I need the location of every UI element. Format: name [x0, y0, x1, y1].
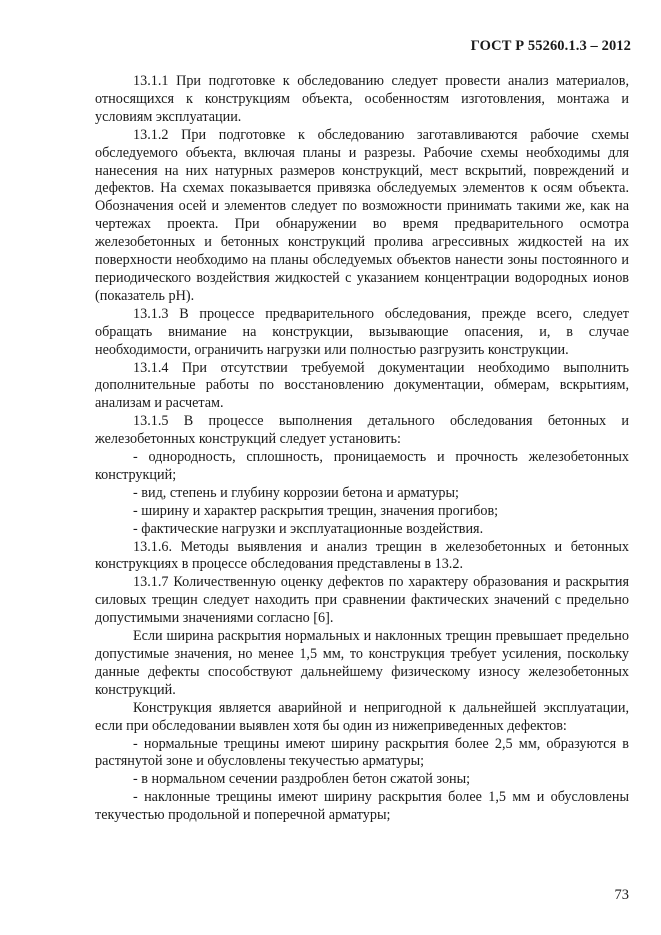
list-item: - в нормальном сечении раздроблен бетон сжатой зоны; — [133, 771, 471, 788]
list-item: - вид, степень и глубину коррозии бетона и арматуры; — [133, 484, 459, 501]
list-item: - фактические нагрузки и эксплуатационные воздействия. — [133, 520, 484, 537]
paragraph-13-1-5: 13.1.5 В процессе выполнения детального обследования бетонных и железобетонных конструкций следует установить: — [95, 413, 629, 448]
document-header: ГОСТ Р 55260.1.3 – 2012 — [470, 38, 631, 54]
paragraph-crack-width: Если ширина раскрытия нормальных и наклонных трещин превышает предельно допустимые значения, но менее 1,5 мм, то конструкция требует усиления, поскольку данные дефекты способствуют дальнейшему физическому износу железобетонных конструкций. — [95, 628, 629, 698]
list-item: - ширину и характер раскрытия трещин, значения прогибов; — [133, 502, 499, 519]
paragraph-13-1-7: 13.1.7 Количественную оценку дефектов по характеру образования и раскрытия силовых трещин следует находить при сравнении фактических значений с предельно допустимыми значениями согласно [6]. — [95, 574, 629, 627]
document-body — [95, 73, 629, 825]
page-number: 73 — [614, 887, 629, 903]
list-item: - наклонные трещины имеют ширину раскрытия более 1,5 мм и обусловлены текучестью продольной и поперечной арматуры; — [95, 789, 629, 824]
list-item: - нормальные трещины имеют ширину раскрытия более 2,5 мм, образуются в растянутой зоне и обусловлены текучестью арматуры; — [95, 735, 629, 770]
paragraph-13-1-2: 13.1.2 При подготовке к обследованию заготавливаются рабочие схемы обследуемого объекта, включая планы и разрезы. Рабочие схемы необходимы для нанесения на них натурных размеров конструкций, мест вскрытий, повреждений и дефектов. На схемах показывается привязка обследуемых элементов к осям объекта. Обозначения осей и элементов следует по возможности принимать такими же, как на чертежах проекта. При обнаружении во время предварительного осмотра железобетонных и бетонных конструкций пролива агрессивных жидкостей на их поверхности необходимо на планы обследуемых объектов нанести зоны постоянного и периодического воздействия жидкостей с указанием концентрации водородных ионов (показатель pH). — [95, 126, 629, 304]
list-item: - однородность, сплошность, проницаемость и прочность железобетонных конструкций; — [95, 449, 629, 483]
paragraph-13-1-4: 13.1.4 При отсутствии требуемой документации необходимо выполнить дополнительные работы по восстановлению документации, обмерам, вскрытиям, анализам и расчетам. — [95, 359, 629, 412]
paragraph-13-1-6: 13.1.6. Методы выявления и анализ трещин в железобетонных и бетонных конструкциях в процессе обследования представлены в 13.2. — [95, 538, 629, 573]
paragraph-13-1-3: 13.1.3 В процессе предварительного обследования, прежде всего, следует обращать внимание на конструкции, вызывающие опасения, и, в случае необходимости, ограничить нагрузки или полностью разгрузить конструкции. — [95, 305, 629, 358]
paragraph-13-1-1: 13.1.1 При подготовке к обследованию следует провести анализ материалов, относящихся к конструкциям объекта, особенностям изготовления, монтажа и условиям эксплуатации. — [95, 73, 629, 125]
paragraph-emergency: Конструкция является аварийной и непригодной к дальнейшей эксплуатации, если при обследовании выявлен хотя бы один из нижеприведенных дефектов: — [95, 699, 629, 734]
